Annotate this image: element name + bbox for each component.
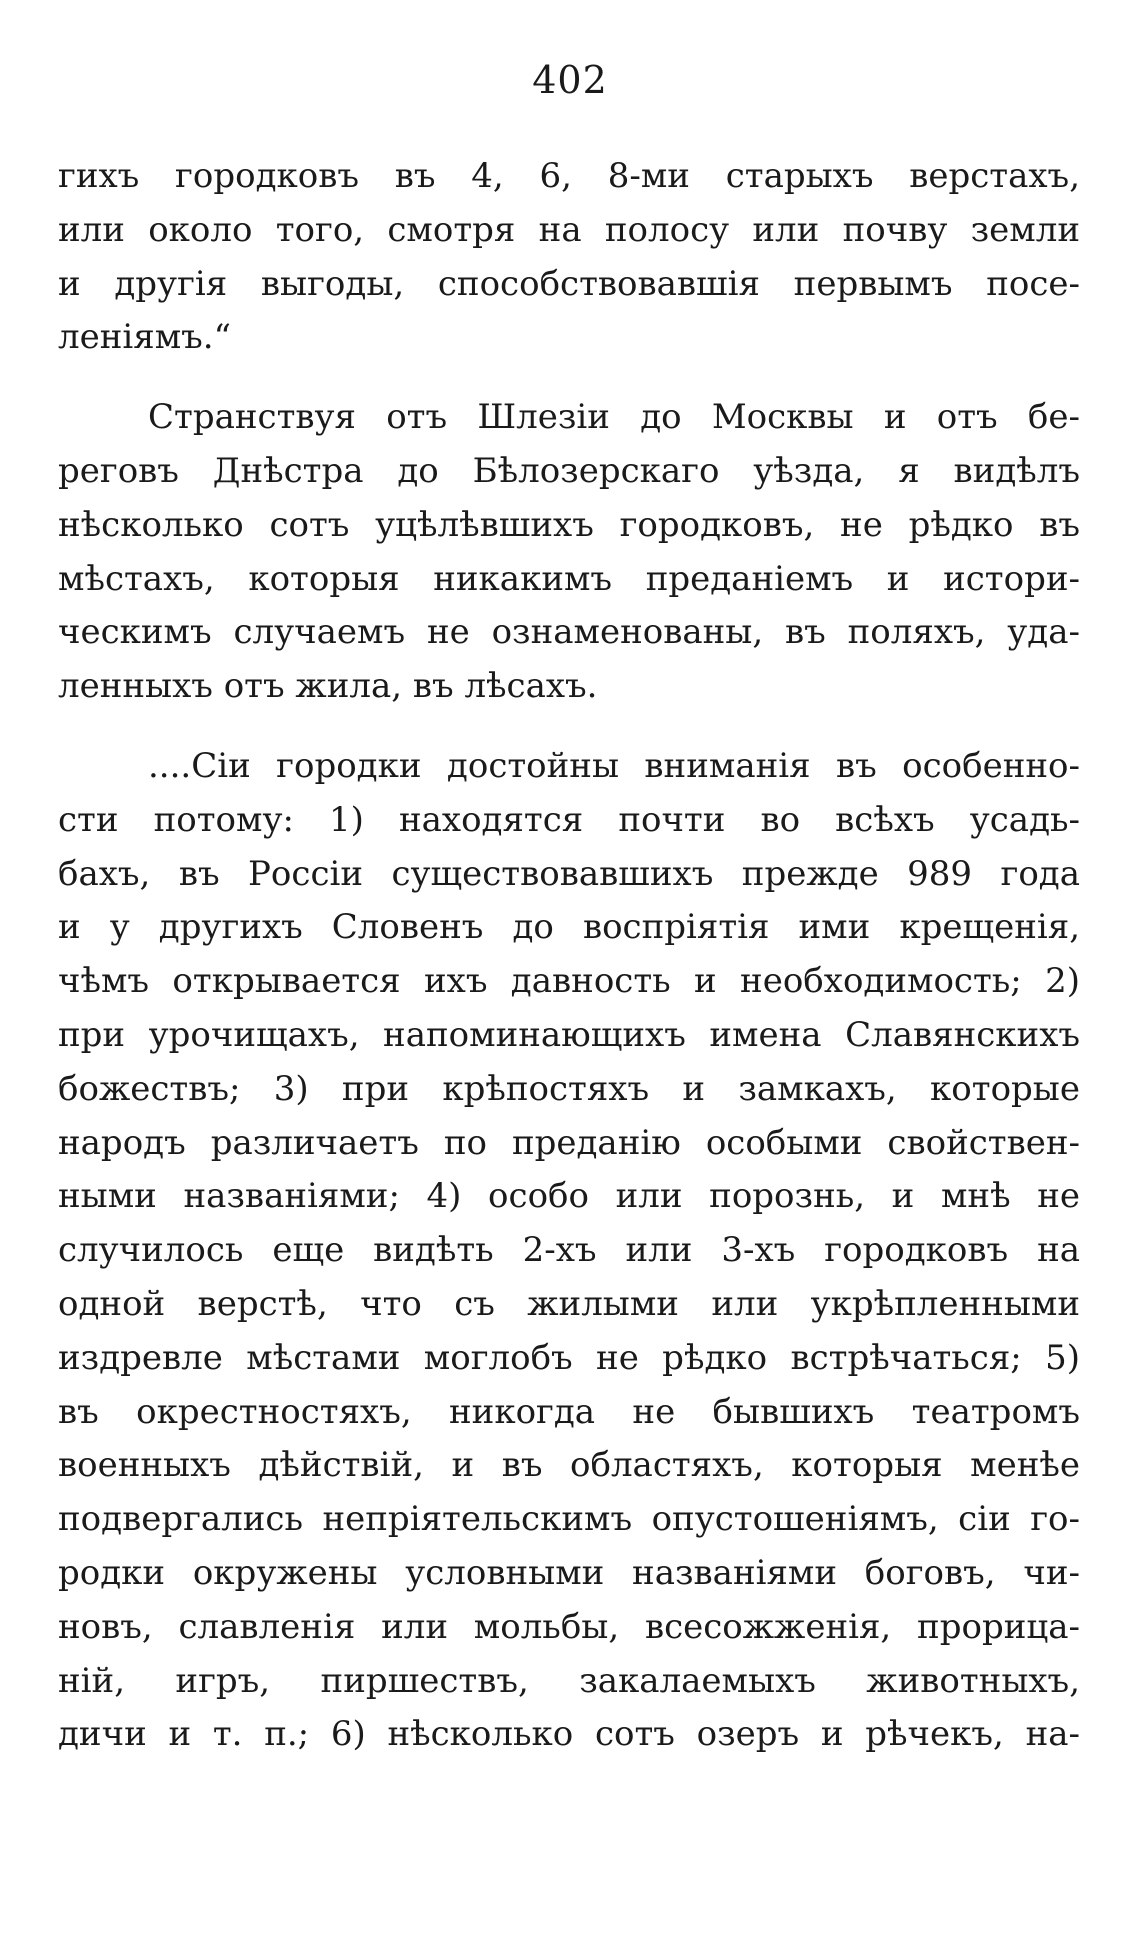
text-line: родки окружены условными названіями боговъ, чи- bbox=[58, 1552, 1080, 1593]
text-line: ....Сіи городки достойны вниманія въ особенно- bbox=[148, 745, 1080, 786]
text-line: бахъ, въ Россіи существовавшихъ прежде 989 года bbox=[58, 853, 1080, 894]
text-line: подвергались непріятельскимъ опустошеніямъ, сіи го- bbox=[58, 1499, 1080, 1540]
text-line: чѣмъ открывается ихъ давность и необходимость; 2) bbox=[58, 961, 1080, 1002]
text-line: новъ, славленія или мольбы, всесожженія, прорица- bbox=[58, 1606, 1080, 1647]
text-line: ческимъ случаемъ не ознаменованы, въ поляхъ, уда- bbox=[58, 612, 1080, 653]
body-text bbox=[58, 150, 1080, 1762]
text-line: ными названіями; 4) особо или порознь, и мнѣ не bbox=[58, 1176, 1080, 1217]
text-line: ленныхъ отъ жила, въ лѣсахъ. bbox=[58, 666, 598, 707]
text-line: леніямъ.“ bbox=[58, 317, 231, 358]
text-line: гихъ городковъ въ 4, 6, 8-ми старыхъ верстахъ, bbox=[58, 156, 1080, 196]
text-line: и у другихъ Словенъ до воспріятія ими крещенія, bbox=[58, 907, 1080, 948]
text-line: мѣстахъ, которыя никакимъ преданіемъ и истори- bbox=[58, 558, 1080, 599]
text-line: реговъ Днѣстра до Бѣлозерскаго уѣзда, я видѣлъ bbox=[58, 450, 1080, 491]
text-line: и другія выгоды, способствовавшія первымъ посе- bbox=[58, 263, 1080, 304]
text-line: сти потому: 1) находятся почти во всѣхъ усадь- bbox=[58, 799, 1080, 840]
text-line: Странствуя отъ Шлезіи до Москвы и отъ бе- bbox=[148, 397, 1080, 438]
paragraph-gap bbox=[58, 365, 1080, 391]
page-number: 402 bbox=[532, 58, 608, 102]
text-line: при урочищахъ, напоминающихъ имена Славянскихъ bbox=[58, 1014, 1080, 1055]
text-line: одной верстѣ, что съ жилыми или укрѣпленными bbox=[58, 1283, 1080, 1324]
text-line: случилось еще видѣть 2-хъ или 3-хъ городковъ на bbox=[58, 1230, 1080, 1271]
text-line: военныхъ дѣйствій, и въ областяхъ, которыя менѣе bbox=[58, 1445, 1080, 1486]
paragraph-gap bbox=[58, 714, 1080, 740]
text-line: ній, игръ, пиршествъ, закалаемыхъ животныхъ, bbox=[58, 1660, 1080, 1701]
text-line: дичи и т. п.; 6) нѣсколько сотъ озеръ и рѣчекъ, на- bbox=[58, 1714, 1080, 1755]
text-line: въ окрестностяхъ, никогда не бывшихъ театромъ bbox=[58, 1391, 1080, 1432]
text-line: нѣсколько сотъ уцѣлѣвшихъ городковъ, не рѣдко въ bbox=[58, 504, 1080, 545]
text-line: издревле мѣстами моглобъ не рѣдко встрѣчаться; 5) bbox=[58, 1337, 1080, 1378]
text-line: божествъ; 3) при крѣпостяхъ и замкахъ, которые bbox=[58, 1068, 1080, 1109]
text-line: народъ различаетъ по преданію особыми свойствен- bbox=[58, 1122, 1080, 1163]
text-line: или около того, смотря на полосу или почву земли bbox=[58, 209, 1080, 250]
